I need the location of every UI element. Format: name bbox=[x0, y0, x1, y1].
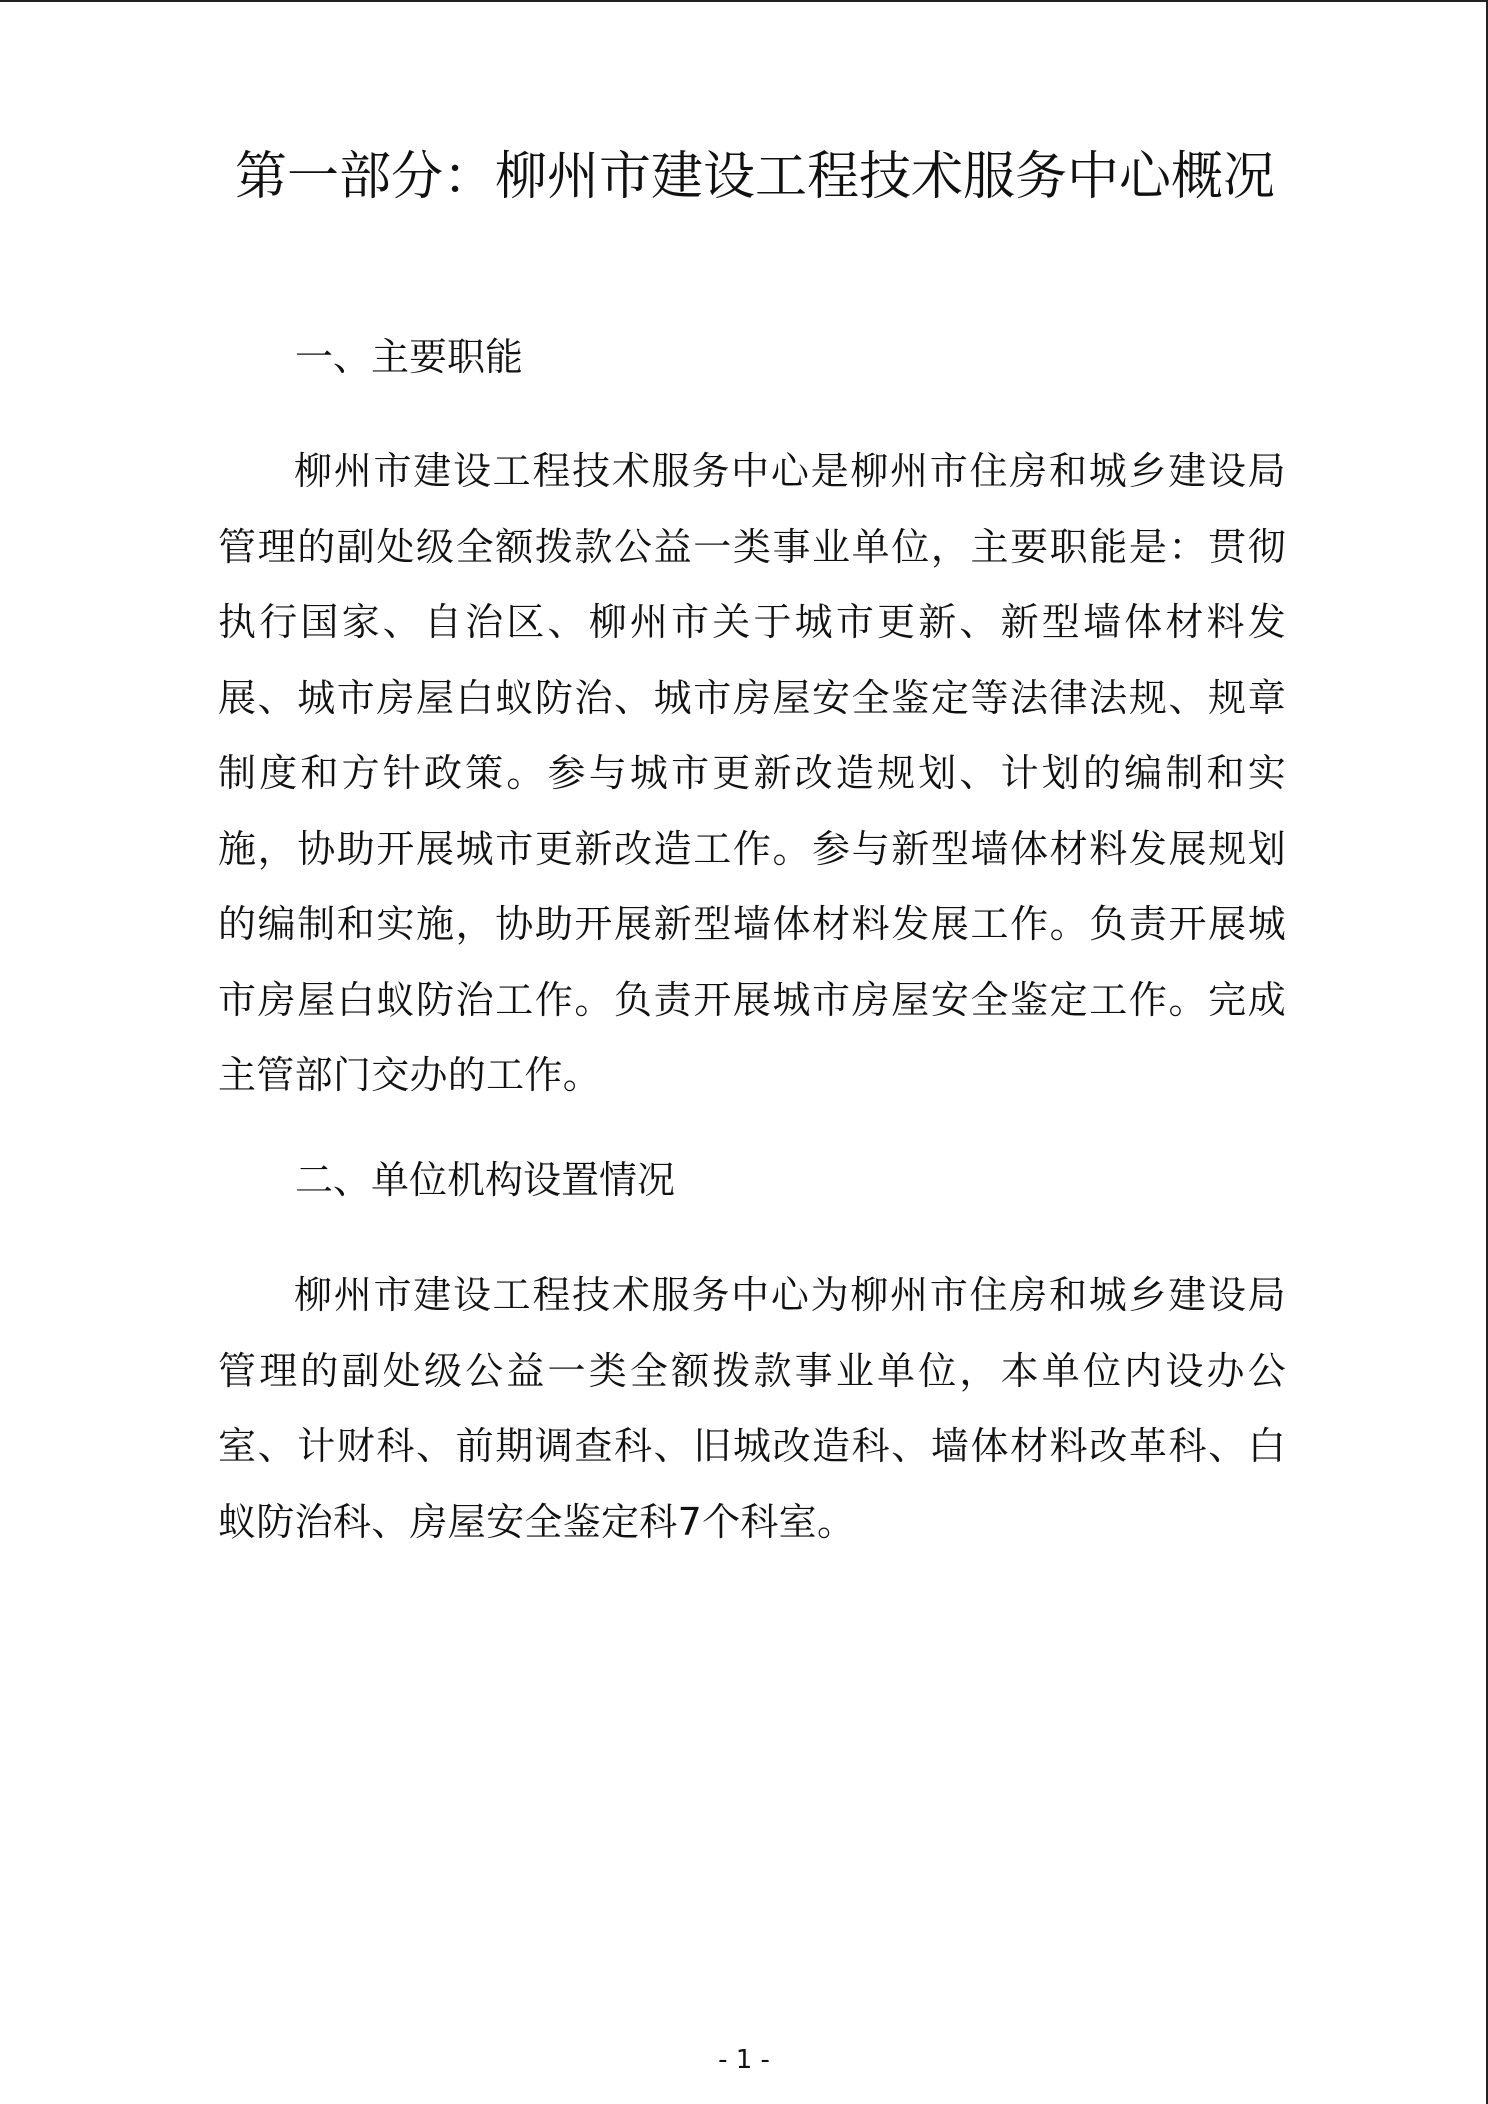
page-number: - 1 - bbox=[718, 2045, 770, 2075]
section-heading-main-functions: 一、主要职能 bbox=[295, 335, 524, 379]
section-heading-organization: 二、单位机构设置情况 bbox=[295, 1158, 676, 1202]
section-paragraph-organization: 柳州市建设工程技术服务中心为柳州市住房和城乡建设局管理的副处级公益一类全额拨款事业单位，本单位内设办公室、计财科、前期调查科、旧城改造科、墙体材料改革科、白蚁防治科、房屋安全鉴定科7个科室。 bbox=[218, 1273, 1286, 1544]
page-title: 第一部分：柳州市建设工程技术服务中心概况 bbox=[234, 147, 1275, 207]
section-paragraph-main-functions: 柳州市建设工程技术服务中心是柳州市住房和城乡建设局管理的副处级全额拨款公益一类事业单位，主要职能是：贯彻执行国家、自治区、柳州市关于城市更新、新型墙体材料发展、城市房屋白蚁防治、城市房屋安全鉴定等法律法规、规章制度和方针政策。参与城市更新改造规划、计划的编制和实施，协助开展城市更新改造工作。参与新型墙体材料发展规划的编制和实施，协助开展新型墙体材料发展工作。负责开展城市房屋白蚁防治工作。负责开展城市房屋安全鉴定工作。完成主管部门交办的工作。 bbox=[218, 449, 1286, 1097]
